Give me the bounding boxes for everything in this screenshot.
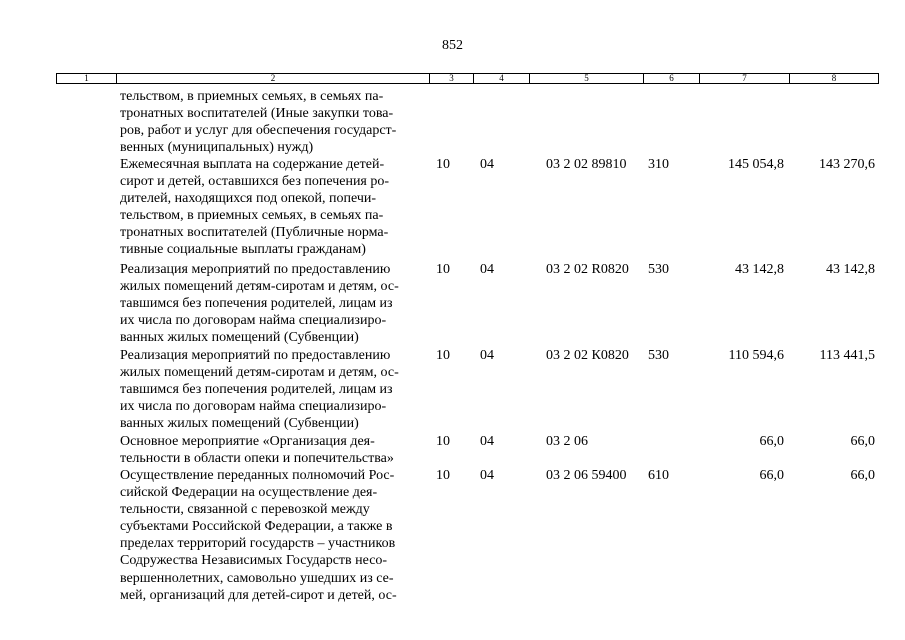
- row-expense-type: 610: [648, 468, 669, 483]
- header-col-1: 1: [84, 73, 89, 83]
- header-col-6: 6: [643, 74, 699, 83]
- header-col-7: 7: [699, 74, 789, 83]
- row-target-code: 03 2 02 К0820: [546, 348, 629, 363]
- header-col-8: 8: [789, 74, 878, 83]
- row-amount-1: 66,0: [759, 434, 784, 449]
- header-col-3: 3: [429, 74, 473, 83]
- row-description: Реализация мероприятий по предоставлению жилых помещений детям-сиротам и детям, ос- тавшимся без попечения родителей, лицам из их числа по договорам найма специализиро- ванных жилых помещений (Субвенции): [120, 262, 399, 346]
- row-amount-1: 145 054,8: [728, 157, 784, 172]
- row-section: 10: [436, 468, 450, 483]
- row-amount-1: 43 142,8: [735, 262, 784, 277]
- row-subsection: 04: [480, 348, 494, 363]
- page-number: 852: [442, 38, 463, 53]
- header-col-5: 5: [529, 74, 643, 83]
- row-amount-1: 66,0: [759, 468, 784, 483]
- row-section: 10: [436, 434, 450, 449]
- row-amount-2: 43 142,8: [826, 262, 875, 277]
- row-subsection: 04: [480, 157, 494, 172]
- row-amount-2: 66,0: [850, 434, 875, 449]
- row-expense-type: 310: [648, 157, 669, 172]
- row-section: 10: [436, 262, 450, 277]
- row-target-code: 03 2 02 R0820: [546, 262, 629, 277]
- row-description: Ежемесячная выплата на содержание детей- сирот и детей, оставшихся без попечения ро- дителей, находящихся под опекой, попечи- тельством, в приемных семьях, в семьях па- тронатных воспитателей (Публичные норма- тивные социальные выплаты гражданам): [120, 157, 390, 258]
- row-description: Осуществление переданных полномочий Рос- сийской Федерации на осуществление дея- тельности, связанной с перевозкой между субъектами Российской Федерации, а также в пределах территорий государств – участников Содружества Независимых Государств несо- вершеннолетних, самовольно ушедших из се- мей, организаций для детей-сирот и детей, ос-: [120, 468, 397, 603]
- row-description: Основное мероприятие «Организация дея- тельности в области опеки и попечительства»: [120, 434, 394, 467]
- row-section: 10: [436, 348, 450, 363]
- row-amount-2: 143 270,6: [819, 157, 875, 172]
- row-target-code: 03 2 06: [546, 434, 588, 449]
- row-section: 10: [436, 157, 450, 172]
- row-description: Реализация мероприятий по предоставлению жилых помещений детям-сиротам и детям, ос- тавшимся без попечения родителей, лицам из их числа по договорам найма специализиро- ванных жилых помещений (Субвенции): [120, 348, 399, 432]
- row-subsection: 04: [480, 468, 494, 483]
- row-target-code: 03 2 06 59400: [546, 468, 627, 483]
- row-amount-2: 66,0: [850, 468, 875, 483]
- row-expense-type: 530: [648, 262, 669, 277]
- row-subsection: 04: [480, 434, 494, 449]
- header-col-2: 2: [116, 74, 429, 83]
- row-target-code: 03 2 02 89810: [546, 157, 627, 172]
- row-amount-1: 110 594,6: [728, 348, 784, 363]
- row-subsection: 04: [480, 262, 494, 277]
- row-description: тельством, в приемных семьях, в семьях па- тронатных воспитателей (Иные закупки това- ров, работ и услуг для обеспечения государст- венных (муниципальных) нужд): [120, 89, 397, 156]
- table-header: [56, 73, 879, 84]
- row-amount-2: 113 441,5: [819, 348, 875, 363]
- header-col-4: 4: [473, 74, 529, 83]
- row-expense-type: 530: [648, 348, 669, 363]
